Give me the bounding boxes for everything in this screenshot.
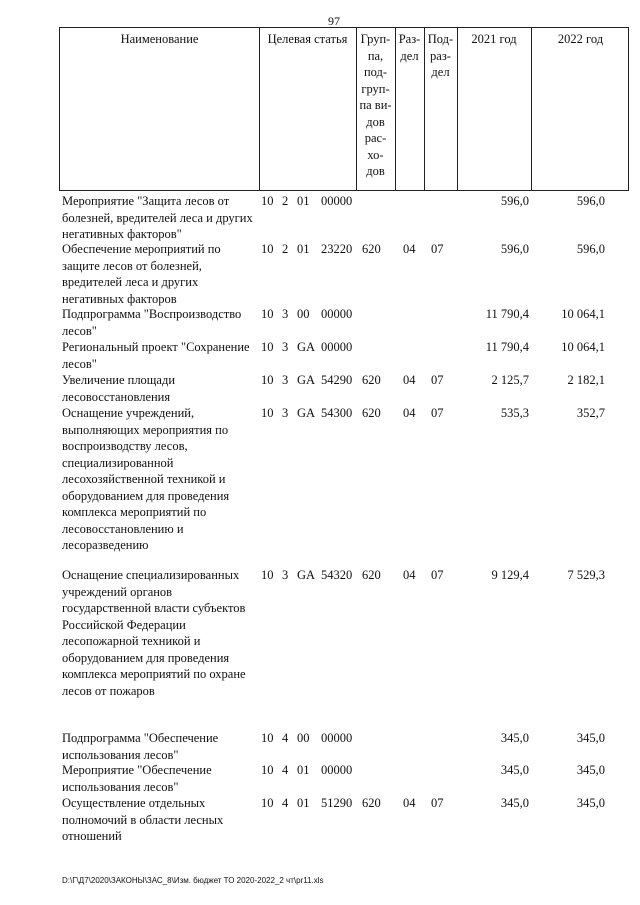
code-d: 00000 xyxy=(321,731,353,745)
code-c: GA xyxy=(297,340,316,354)
value-2021: 9 129,4 xyxy=(491,568,529,582)
code-b: 4 xyxy=(282,796,289,810)
code-d: 23220 xyxy=(321,242,353,256)
value-2021: 345,0 xyxy=(500,731,529,745)
code-b: 4 xyxy=(282,731,289,745)
code-b: 3 xyxy=(282,373,289,387)
row-name: Региональный проект "Сохранение лесов" xyxy=(62,340,250,371)
value-2021: 596,0 xyxy=(500,194,529,208)
code-c: 01 xyxy=(297,796,310,810)
code-c: GA xyxy=(297,373,316,387)
group-code: 620 xyxy=(362,568,381,582)
header-subsection: Под- раз- дел xyxy=(427,32,454,79)
code-c: 00 xyxy=(297,731,310,745)
value-2021: 596,0 xyxy=(500,242,529,256)
value-2021: 11 790,4 xyxy=(485,340,529,354)
section-code: 04 xyxy=(403,568,416,582)
header-name: Наименование xyxy=(120,32,199,46)
code-c: 01 xyxy=(297,763,310,777)
section-code: 04 xyxy=(403,373,416,387)
code-c: 01 xyxy=(297,242,310,256)
subsection-code: 07 xyxy=(431,242,444,256)
value-2022: 10 064,1 xyxy=(561,340,605,354)
code-c: 00 xyxy=(297,307,310,321)
code-d: 54320 xyxy=(321,568,353,582)
row-name: Обеспечение мероприятий по защите лесов от болезней, вредителей леса и других негативных факторов xyxy=(62,242,221,306)
code-d: 00000 xyxy=(321,763,353,777)
code-b: 4 xyxy=(282,763,289,777)
section-code: 04 xyxy=(403,242,416,256)
value-2022: 345,0 xyxy=(576,731,605,745)
code-a: 10 xyxy=(261,406,274,420)
code-a: 10 xyxy=(261,796,274,810)
page-number: 97 xyxy=(328,14,340,28)
code-c: 01 xyxy=(297,194,310,208)
value-2021: 11 790,4 xyxy=(485,307,529,321)
code-c: GA xyxy=(297,568,316,582)
row-name: Подпрограмма "Обеспечение использования лесов" xyxy=(62,731,219,762)
code-a: 10 xyxy=(261,194,274,208)
value-2022: 10 064,1 xyxy=(561,307,605,321)
code-c: GA xyxy=(297,406,316,420)
value-2022: 7 529,3 xyxy=(567,568,605,582)
code-a: 10 xyxy=(261,307,274,321)
value-2022: 345,0 xyxy=(576,763,605,777)
header-target: Целевая статья xyxy=(267,32,348,46)
section-code: 04 xyxy=(403,406,416,420)
table-header xyxy=(59,27,629,191)
row-name: Осуществление отдельных полномочий в области лесных отношений xyxy=(62,796,224,843)
code-d: 54300 xyxy=(321,406,353,420)
value-2022: 596,0 xyxy=(576,194,605,208)
code-a: 10 xyxy=(261,763,274,777)
row-name: Оснащение специализированных учреждений органов государственной власти субъектов Российской Федерации лесопожарной техникой и оборудованием для проведения комплекса мероприятий по охране лесов от пожаров xyxy=(62,568,246,698)
value-2022: 345,0 xyxy=(576,796,605,810)
value-2021: 345,0 xyxy=(500,796,529,810)
header-2021: 2021 год xyxy=(471,32,517,46)
group-code: 620 xyxy=(362,796,381,810)
code-a: 10 xyxy=(261,242,274,256)
code-a: 10 xyxy=(261,373,274,387)
header-section: Раз- дел xyxy=(398,32,421,63)
header-2022: 2022 год xyxy=(557,32,604,46)
group-code: 620 xyxy=(362,373,381,387)
section-code: 04 xyxy=(403,796,416,810)
value-2022: 352,7 xyxy=(576,406,605,420)
code-b: 3 xyxy=(282,340,289,354)
code-b: 3 xyxy=(282,406,289,420)
code-b: 3 xyxy=(282,307,289,321)
group-code: 620 xyxy=(362,242,381,256)
code-d: 00000 xyxy=(321,194,353,208)
subsection-code: 07 xyxy=(431,406,444,420)
file-path-footer: D:\Г\Д7\2020\ЗАКОНЫ\ЗАС_8\Изм. бюджет ТО 2020-2022_2 чт\pr11.xls xyxy=(62,876,324,885)
value-2021: 345,0 xyxy=(500,763,529,777)
row-name: Мероприятие "Защита лесов от болезней, вредителей леса и других негативных факторов" xyxy=(62,194,253,241)
code-a: 10 xyxy=(261,568,274,582)
row-name: Подпрограмма "Воспроизводство лесов" xyxy=(62,307,242,338)
row-name: Увеличение площади лесовосстановления xyxy=(62,373,176,404)
code-a: 10 xyxy=(261,340,274,354)
subsection-code: 07 xyxy=(431,373,444,387)
row-name: Оснащение учреждений, выполняющих мероприятия по воспроизводству лесов, специализированной лесохозяйственной техникой и оборудованием для проведения комплекса мероприятий по лесовосстановлению и лесоразведению xyxy=(62,406,230,552)
code-a: 10 xyxy=(261,731,274,745)
code-d: 00000 xyxy=(321,307,353,321)
code-d: 51290 xyxy=(321,796,353,810)
header-group: Груп- па, под- груп- па ви- дов рас- хо- дов xyxy=(359,32,392,178)
group-code: 620 xyxy=(362,406,381,420)
value-2022: 2 182,1 xyxy=(567,373,605,387)
code-b: 2 xyxy=(282,242,289,256)
code-d: 00000 xyxy=(321,340,353,354)
code-b: 2 xyxy=(282,194,289,208)
value-2022: 596,0 xyxy=(576,242,605,256)
value-2021: 535,3 xyxy=(500,406,529,420)
row-name: Мероприятие "Обеспечение использования лесов" xyxy=(62,763,212,794)
subsection-code: 07 xyxy=(431,796,444,810)
value-2021: 2 125,7 xyxy=(491,373,529,387)
subsection-code: 07 xyxy=(431,568,444,582)
code-d: 54290 xyxy=(321,373,353,387)
code-b: 3 xyxy=(282,568,289,582)
